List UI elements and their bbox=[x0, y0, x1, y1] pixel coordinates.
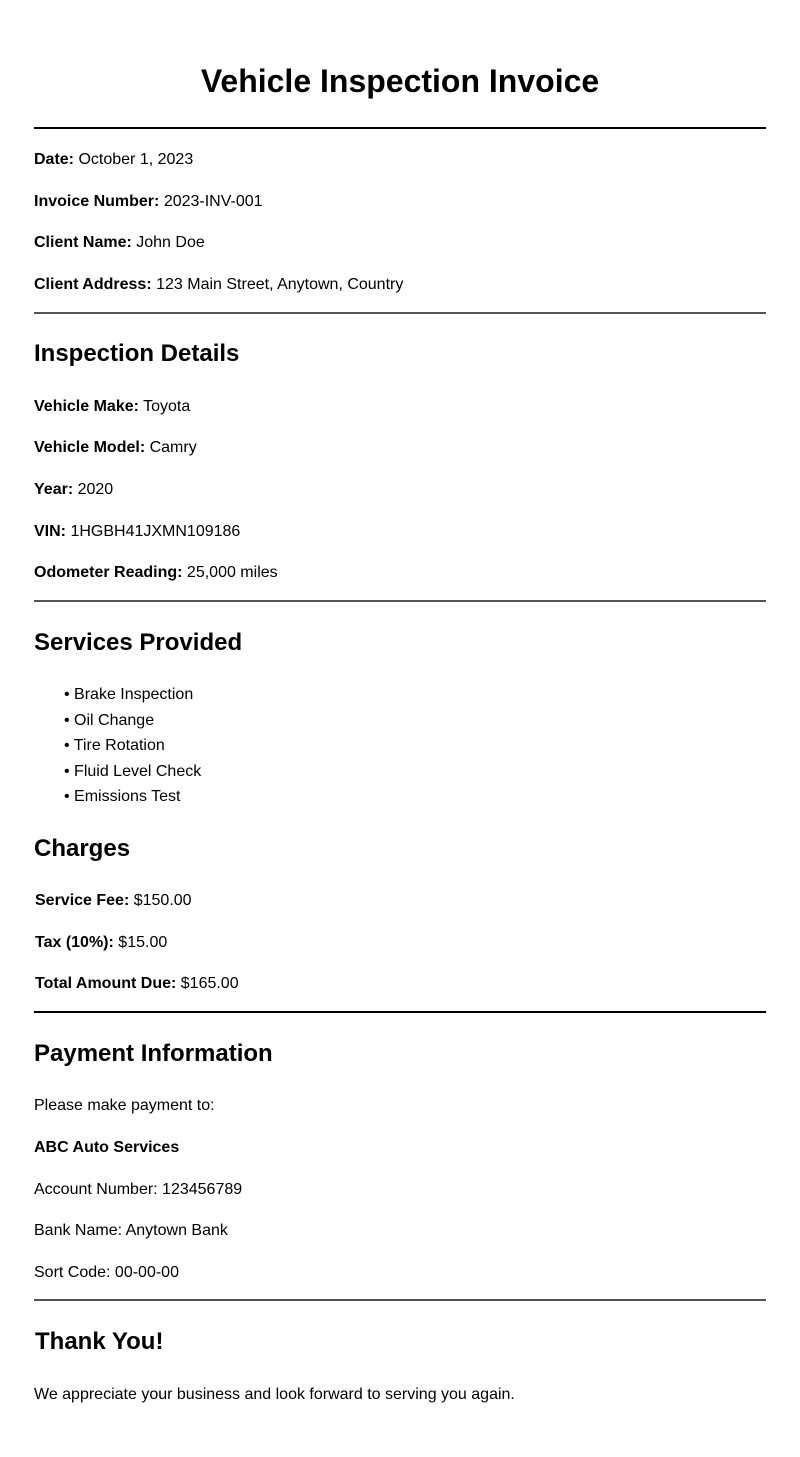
tax-value: $15.00 bbox=[118, 934, 168, 951]
invoice-number-label: Invoice Number: bbox=[34, 193, 160, 210]
list-item: • Emissions Test bbox=[64, 788, 181, 805]
vin-label: VIN: bbox=[34, 523, 66, 540]
date-label: Date: bbox=[34, 151, 75, 168]
payment-heading: Payment Information bbox=[34, 1040, 273, 1067]
list-item: • Brake Inspection bbox=[64, 686, 194, 703]
vehicle-make-value: Toyota bbox=[143, 398, 191, 415]
list-item: • Tire Rotation bbox=[64, 737, 165, 754]
client-address-value: 123 Main Street, Anytown, Country bbox=[156, 276, 404, 293]
list-item: • Fluid Level Check bbox=[64, 763, 202, 780]
vehicle-model-row bbox=[34, 438, 197, 458]
divider bbox=[34, 1299, 766, 1301]
page-title: Vehicle Inspection Invoice bbox=[200, 63, 600, 99]
divider bbox=[34, 127, 766, 129]
client-name-value: John Doe bbox=[136, 234, 205, 251]
odometer-row bbox=[34, 563, 278, 583]
date-value: October 1, 2023 bbox=[78, 151, 194, 168]
service-fee-row bbox=[35, 891, 192, 911]
divider bbox=[34, 312, 766, 314]
inspection-heading: Inspection Details bbox=[34, 340, 240, 367]
odometer-label: Odometer Reading: bbox=[34, 564, 183, 581]
odometer-value: 25,000 miles bbox=[186, 564, 278, 581]
list-item: • Oil Change bbox=[64, 712, 155, 729]
client-address-row bbox=[34, 275, 403, 295]
vehicle-make-row bbox=[34, 397, 190, 417]
divider bbox=[34, 1011, 766, 1013]
client-name-row bbox=[34, 233, 205, 253]
tax-label: Tax (10%): bbox=[35, 934, 114, 951]
date-row bbox=[34, 150, 193, 170]
invoice-number-value: 2023-INV-001 bbox=[163, 193, 263, 210]
vehicle-model-label: Vehicle Model: bbox=[34, 439, 146, 456]
charges-heading: Charges bbox=[34, 835, 131, 862]
divider bbox=[34, 600, 766, 602]
total-label: Total Amount Due: bbox=[35, 975, 177, 992]
client-name-label: Client Name: bbox=[34, 234, 132, 251]
services-heading: Services Provided bbox=[34, 629, 243, 656]
thanks-message: We appreciate your business and look forward to serving you again. bbox=[34, 1386, 515, 1403]
thanks-heading: Thank You! bbox=[35, 1328, 164, 1355]
service-fee-value: $150.00 bbox=[133, 892, 192, 909]
total-row bbox=[35, 974, 239, 994]
year-row bbox=[34, 480, 113, 500]
client-address-label: Client Address: bbox=[34, 276, 152, 293]
service-label: Oil Change bbox=[74, 712, 155, 729]
year-label: Year: bbox=[34, 481, 74, 498]
service-label: Brake Inspection bbox=[74, 686, 194, 703]
tax-row bbox=[35, 933, 167, 953]
service-label: Fluid Level Check bbox=[74, 763, 202, 780]
year-value: 2020 bbox=[77, 481, 114, 498]
account-number: Account Number: 123456789 bbox=[34, 1181, 243, 1198]
payment-intro: Please make payment to: bbox=[34, 1097, 215, 1114]
vin-value: 1HGBH41JXMN109186 bbox=[70, 523, 241, 540]
vehicle-make-label: Vehicle Make: bbox=[34, 398, 139, 415]
service-label: Tire Rotation bbox=[73, 737, 165, 754]
bank-name: Bank Name: Anytown Bank bbox=[34, 1222, 228, 1239]
service-fee-label: Service Fee: bbox=[35, 892, 130, 909]
invoice-number-row bbox=[34, 192, 263, 212]
payee-name: ABC Auto Services bbox=[34, 1139, 180, 1156]
vin-row bbox=[34, 522, 240, 542]
total-value: $165.00 bbox=[180, 975, 239, 992]
vehicle-model-value: Camry bbox=[149, 439, 197, 456]
service-label: Emissions Test bbox=[74, 788, 181, 805]
sort-code: Sort Code: 00-00-00 bbox=[34, 1264, 179, 1281]
